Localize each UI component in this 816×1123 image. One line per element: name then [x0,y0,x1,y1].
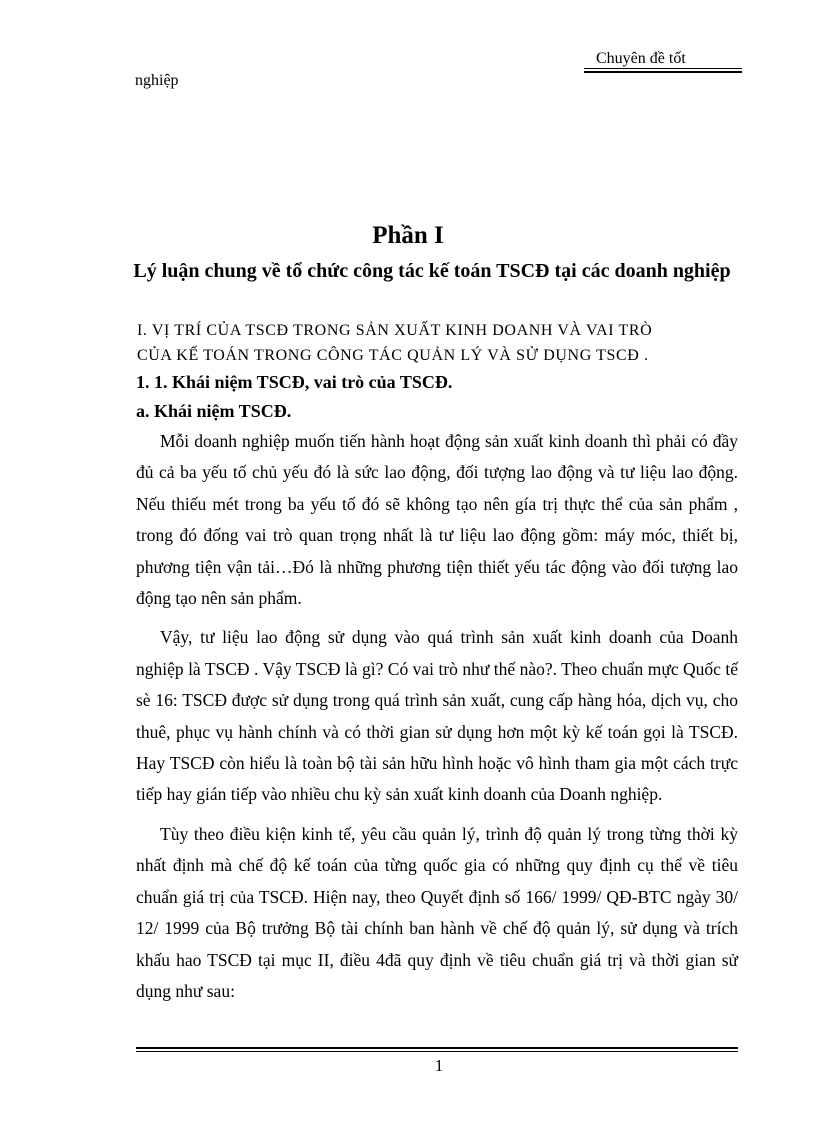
part-title: Phần I [372,222,444,249]
running-header: Chuyên đề tốt [596,50,686,67]
body-text [136,426,738,1015]
part-subtitle: Lý luận chung về tổ chức công tác kế toán TSCĐ tại các doanh nghiệp [133,260,731,282]
subheading-concept: a. Khái niệm TSCĐ. [136,401,292,421]
paragraph: Mỗi doanh nghiệp muốn tiến hành hoạt động sản xuất kinh doanh thì phải có đầy đủ cả ba yếu tố chủ yếu đó là sức lao động, đối tượng lao động và tư liệu lao động. Nếu thiếu mét trong ba yếu tố đó sẽ không tạo nên gía trị thực thể của sản phẩm , trong đó đống vai trò quan trọng nhất là tư liệu lao động gồm: máy móc, thiết bị, phương tiện vận tải…Đó là những phương tiện thiết yếu tác động vào đối tượng lao động tạo nên sản phẩm. [136,431,738,609]
subheading-concept-role: 1. 1. Khái niệm TSCĐ, vai trò của TSCĐ. [136,372,453,392]
footer-rule [136,1047,738,1049]
page-number: 1 [434,1056,444,1075]
footer-rule-thin [136,1051,738,1052]
paragraph: Tùy theo điều kiện kinh tế, yêu cầu quản lý, trình độ quản lý trong từng thời kỳ nhất định mà chế độ kế toán của từng quốc gia có những quy định cụ thể về tiêu chuẩn giá trị của TSCĐ. Hiện nay, theo Quyết định số 166/ 1999/ QĐ-BTC ngày 30/ 12/ 1999 của Bộ trưởng Bộ tài chính ban hành về chế độ quản lý, sử dụng và trích khấu hao TSCĐ tại mục II, điều 4đã quy định về tiêu chuẩn giá trị và thời gian sử dụng như sau: [136,823,738,1001]
paragraph: Vậy, tư liệu lao động sử dụng vào quá trình sản xuất kinh doanh của Doanh nghiệp là TSCĐ . Vậy TSCĐ là gì? Có vai trò như thế nào?. Theo chuẩn mực Quốc tế sè 16: TSCĐ được sử dụng trong quá trình sản xuất, cung cấp hàng hóa, dịch vụ, cho thuê, phục vụ hành chính và có thời gian sử dụng hơn một kỳ kế toán gọi là TSCĐ. Hay TSCĐ còn hiểu là toàn bộ tài sản hữu hình hoặc vô hình tham gia một cách trực tiếp hay gián tiếp vào nhiều chu kỳ sản xuất kinh doanh của Doanh nghiệp. [136,627,738,805]
running-header-continuation: nghiệp [135,72,179,89]
section-heading-line-1: I. VỊ TRÍ CỦA TSCĐ TRONG SẢN XUẤT KINH DOANH VÀ VAI TRÒ [137,322,653,339]
header-rule-double [584,71,742,73]
header-rule [584,68,742,69]
section-heading-line-2: CỦA KẾ TOÁN TRONG CÔNG TÁC QUẢN LÝ VÀ SỬ DỤNG TSCĐ . [137,347,649,364]
section-heading [137,318,737,368]
